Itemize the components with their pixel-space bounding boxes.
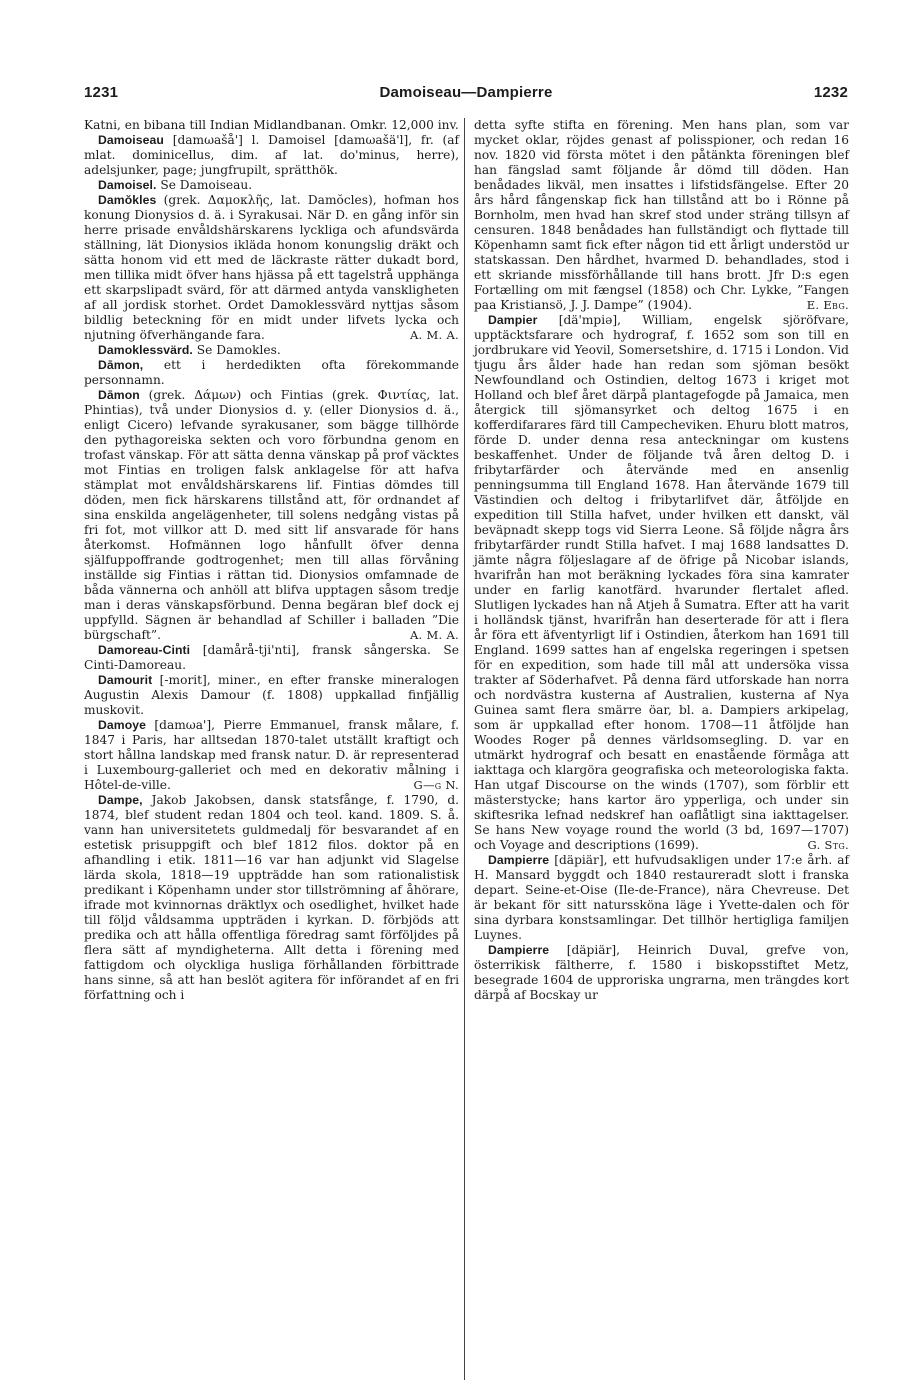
entry-text: (grek. Δαμοκλῆς, lat. Damŏcles), hofman hos konung Dionysios d. ä. i Syrakusai. När D. en gång inför sin herre prisade envåldshärskarens lyckliga och afundsvärda ställning, lät Dionysios ikläda honom konungslig dräkt och sätta honom vid ett med de läckraste rätter dukadt bord, men tillika midt öfver hans hjässa på ett tagelstrå upphänga ett skarpslipadt svärd, för att därmed antyda vanskligheten af all jordisk storhet. Ordet Damoklessvärd nyttjas såsom bildlig beteckning för en midt under lifvets lycka och njutning öfverhängande fara.	[84, 193, 460, 342]
entry-damoye	[84, 718, 459, 793]
entry-damoklessvard	[84, 343, 459, 358]
entry-headword: Damoye	[98, 718, 147, 732]
entry-dampier	[474, 313, 849, 853]
page-number-right: 1232	[813, 84, 848, 101]
page-header	[84, 84, 848, 110]
entry-damoiseau	[84, 133, 459, 178]
entry-damokles	[84, 193, 459, 343]
running-title: Damoiseau—Dampierre	[379, 84, 553, 101]
column-divider	[464, 118, 465, 1380]
author-signature: G. Stg.	[807, 838, 849, 852]
entry-text: Katni, en bibana till Indian Midlandbanan. Omkr. 12,000 inv.	[84, 118, 459, 132]
entry-text: [däpiär], Heinrich Duval, grefve von, österrikisk fältherre, f. 1580 i biskopsstiftet Metz, besegrade 1604 de upproriska ungrarna, men trängdes kort därpå af Bocskay ur	[474, 943, 849, 1002]
entry-damon-name	[84, 358, 459, 388]
entry-dampierre-castle	[474, 853, 849, 943]
entry-headword: Dampe,	[98, 793, 143, 807]
entry-text: [-morit], miner., en efter franske mineralogen Augustin Alexis Damour (f. 1808) uppkallad finfjällig muskovit.	[84, 673, 460, 717]
entry-headword: Dāmon	[98, 388, 140, 402]
right-column	[474, 118, 849, 1003]
entry-headword: Damourit	[98, 673, 153, 687]
entry-katni-continued	[84, 118, 459, 133]
entry-text: Jakob Jakobsen, dansk statsfånge, f. 1790, d. 1874, blef student redan 1804 och teol. kand. 1809. S. å. vann han universitetets guldmedalj för besvarandet af en estetisk prisuppgift och blef 1812 filos. doktor på en afhandling i etik. 1811—16 var han adjunkt vid Slagelse lärda skola, 1818—19 uppträdde han som rationalistisk predikant i Köpenhamn under stor tillströmning af åhörare, ifrade mot kvinnornas dräktlyx och osedlighet, hvilket hade till följd våldsamma uppträden i kyrkan. D. förbjöds att predika och att hålla offentliga föredrag samt förföljdes på flera sätt af myndigheterna. Allt detta i förening med fattigdom och olyckliga husliga förhållanden förbittrade hans sinne, så att han beslöt agitera för införandet af en fri författning och i	[84, 793, 459, 1002]
entry-text: [damωašå'] l. Damoisel [damωašä'l], fr. (af mlat. dominicellus, dim. af lat. do'minus, herre), adelsjunker, page; jungfrupilt, sprätthök.	[84, 133, 459, 177]
entry-headword: Dampierre	[488, 853, 550, 867]
entry-text: Se Damoiseau.	[160, 178, 253, 192]
entry-text: [däpiär], ett hufvudsakligen under 17:e årh. af H. Mansard byggdt och 1840 restaureradt slott i franska depart. Seine-et-Oise (Ile-de-France), nära Chevreuse. Det är bekant för sitt naturssköna läge i Yvette-dalen och för sina dyrbara konstsamlingar. Det tillhör hertigliga familjen Luynes.	[474, 853, 850, 942]
entry-headword: Damŏkles	[98, 193, 157, 207]
entry-headword: Damoreau-Cinti	[98, 643, 191, 657]
author-signature: E. Ebg.	[806, 298, 849, 312]
page-number-left: 1231	[84, 84, 119, 101]
author-signature: A. M. A.	[409, 328, 459, 342]
entry-text: ett i herdedikten ofta förekommande personnamn.	[84, 358, 460, 387]
entry-text: detta syfte stifta en förening. Men hans plan, som var mycket oklar, röjdes genast af polisspioner, och redan 16 nov. 1820 vid första mötet i den påtänkta föreningen blef han fängslad samt följande år dömd till döden. Han benådades likväl, men insattes i lifstidsfängelse. Efter 20 års hård fångenskap fick han tillstånd att bo i Rönne på Bornholm, men hvad han skref stod under sträng tillsyn af censuren. 1848 benådades han fullständigt och flyttade till Köpenhamn samt fick efter någon tid ett årligt understöd ur statskassan. Den hårdhet, hvarmed D. behandlades, stod i ett skriande missförhållande till hans brott. Jfr D:s egen Fortælling om mit fængsel (1858) och Chr. Lykke, ”Fangen paa Kristiansö, J. J. Dampe” (1904).	[474, 118, 849, 312]
entry-text: Se Damokles.	[196, 343, 281, 357]
entry-dampe	[84, 793, 459, 1003]
entry-dampe-continued	[474, 118, 849, 313]
entry-text: [damωa'], Pierre Emmanuel, fransk målare, f. 1847 i Paris, har alltsedan 1870-talet utställt kraftigt och stort hållna landskap med fransk natur. D. är representerad i Luxembourg-galleriet och med en dekorativ målning i Hôtel-de-ville.	[84, 718, 459, 792]
entry-damourit	[84, 673, 459, 718]
entry-damon-fintias	[84, 388, 459, 643]
entry-headword: Dāmon,	[98, 358, 144, 372]
entry-headword: Damoiseau	[98, 133, 164, 147]
entry-headword: Dampier	[488, 313, 538, 327]
author-signature: G—g N.	[413, 778, 459, 792]
entry-text: [damårå-tji'nti], fransk sångerska. Se Cinti-Damoreau.	[84, 643, 459, 672]
entry-damoisel	[84, 178, 459, 193]
entry-headword: Damoisel.	[98, 178, 157, 192]
entry-dampierre-heinrich	[474, 943, 849, 1003]
entry-headword: Damoklessvärd.	[98, 343, 193, 357]
entry-text: (grek. Δάμων) och Fintias (grek. Φιντίας, lat. Phintias), två under Dionysios d. y. (eller Dionysios d. ä., enligt Cicero) lefvande syrakusaner, som bägge tillhörde den pythagoreiska sekten och voro förbundna genom en trofast vänskap. För att sätta denna vänskap på prof väcktes mot Fintias en troligen falsk anklagelse för att hafva stämplat mot envåldshärskarens lif. Fintias dömdes till döden, men fick härskarens tillstånd att, för ordnandet af sina enskilda angelägenheter, till solens nedgång vistas på fri fot, mot villkor att D. med sitt lif ansvarade för hans återkomst. Hofmännen logo hånfullt öfver denna själfuppoffrande godtrogenhet; men till allas förvåning inställde sig Fintias i rättan tid. Dionysios omfamnade de båda vännerna och anhöll att blifva upptagen såsom tredje man i deras vänskapsförbund. Denna begäran blef dock ej uppfylld. Sägnen är behandlad af Schiller i balladen ”Die bürgschaft”.	[84, 388, 459, 642]
author-signature: A. M. A.	[409, 628, 459, 642]
entry-damoreau-cinti	[84, 643, 459, 673]
left-column	[84, 118, 459, 1003]
entry-text: [dä'mpiə], William, engelsk sjöröfvare, upptäcktsfarare och hydrograf, f. 1652 som son till en jordbrukare vid Yeovil, Somersetshire, d. 1715 i London. Vid tjugu års ålder hade han redan som sjöman besökt Newfoundland och Ostindien, deltog 1673 i kriget mot Holland och blef året därpå plantagefogde på Jamaica, men återgick till sjömansyrket och deltog 1675 i en kofferdifarares färd till Campecheviken. Ehuru blott matros, förde D. under denna resa anteckningar om kustens beskaffenhet. Under de följande två åren deltog D. i fribytarfärder och återvände med en ansenlig penningsumma till England 1678. Han återvände 1679 till Västindien och deltog i fribytarlifvet där, åtföljde en expedition till Stilla hafvet, under hvilken ett danskt, väl beväpnadt skepp togs vid Sierra Leone. Så följde några års fribytarfärder rundt Stilla hafvet. I maj 1688 landsattes D. jämte några följeslagare af de öfrige på Nicobar islands, hvarifrån han mot beräkning lyckades föra sina kamrater under en farlig kanotfärd. hvarunder flertalet afled. Slutligen lyckades han nå Atjeh å Sumatra. Efter att ha varit i holländsk tjänst, hvarifrån han deserterade för att i flera år föra ett äfventyrligt lif i Ostindien, återkom han 1691 till England. 1699 sattes han af engelska regeringen i spetsen för en expedition, som hade till mål att undersöka vissa trakter af Söderhafvet. På denna färd utforskade han norra och nordvästra kusterna af Australien, kusterna af Nya Guinea samt flera smärre öar, bl. a. Dampiers arkipelag, som är uppkallad efter honom. 1708—11 åtföljde han Woodes Roger på dennes världsomsegling. D. var en utmärkt hydrograf och besatt en enastående förmåga att iakttaga och klargöra geografiska och meteorologiska fakta. Han utgaf Discourse on the winds (1707), som förblir ett mästerstycke; hans kartor äro ypperliga, och under sin skiftesrika lefnad nedskref han oaflåtligt sina iakttagelser. Se hans New voyage round the world (3 bd, 1697—1707) och Voyage and descriptions (1699).	[474, 313, 849, 852]
entry-headword: Dampierre	[488, 943, 550, 957]
